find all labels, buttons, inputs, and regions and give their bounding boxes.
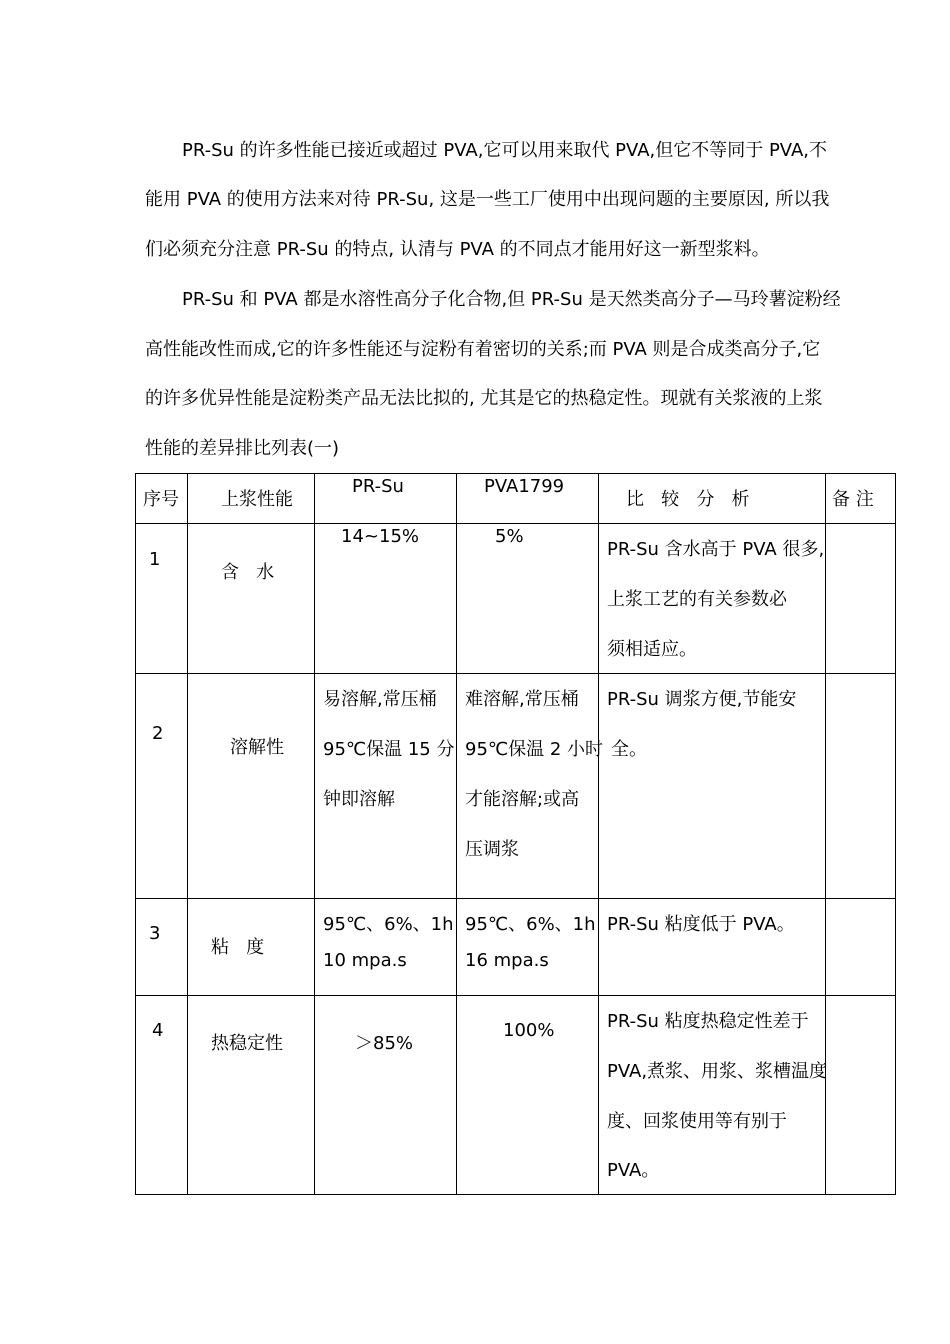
table-col-divider: [187, 473, 188, 1195]
table-col-divider: [314, 473, 315, 1195]
row-4-prsu: ＞85%: [355, 1033, 414, 1054]
row-1-property: 含 水: [221, 562, 275, 583]
paragraph-2-line-4: 性能的差异排比列表(一): [145, 438, 340, 459]
row-3-property: 粘 度: [211, 937, 265, 958]
table-row-divider: [135, 995, 896, 996]
row-3-pva-line-1: 95℃、6%、1h: [465, 914, 596, 935]
row-4-pva: 100%: [503, 1020, 555, 1041]
table-col-divider: [825, 473, 826, 1195]
table-row-divider: [135, 523, 896, 524]
row-1-seq: 1: [149, 549, 161, 570]
row-2-analysis-line-2: 全。: [611, 739, 647, 760]
row-1-analysis-line-3: 须相适应。: [607, 639, 697, 660]
row-1-analysis-line-1: PR-Su 含水高于 PVA 很多,: [607, 539, 825, 560]
row-4-analysis-line-2: PVA,煮浆、用浆、浆槽温度: [607, 1061, 828, 1082]
paragraph-1-line-2: 能用 PVA 的使用方法来对待 PR-Su, 这是一些工厂使用中出现问题的主要原因, 所以我: [145, 189, 830, 210]
row-3-seq: 3: [149, 923, 161, 944]
paragraph-2-line-3: 的许多优异性能是淀粉类产品无法比拟的, 尤其是它的热稳定性。现就有关浆液的上浆: [145, 388, 823, 409]
row-2-pva-line-1: 难溶解,常压桶: [465, 689, 579, 710]
header-property: 上浆性能: [221, 489, 293, 510]
row-2-seq: 2: [152, 723, 164, 744]
paragraph-1-line-3: 们必须充分注意 PR-Su 的特点, 认清与 PVA 的不同点才能用好这一新型浆料。: [145, 239, 770, 260]
row-2-prsu-line-1: 易溶解,常压桶: [323, 689, 437, 710]
row-4-analysis-line-1: PR-Su 粘度热稳定性差于: [607, 1011, 809, 1032]
table-row-divider: [135, 673, 896, 674]
row-2-prsu-line-2: 95℃保温 15 分: [323, 739, 455, 760]
table-col-divider: [456, 473, 457, 1195]
header-analysis: 比 较 分 析: [626, 489, 750, 510]
table-row-divider: [135, 898, 896, 899]
row-2-prsu-line-3: 钟即溶解: [323, 789, 395, 810]
row-2-pva-line-3: 才能溶解;或高: [465, 789, 580, 810]
row-1-prsu: 14~15%: [341, 526, 419, 547]
table-col-divider: [598, 473, 599, 1195]
paragraph-2-line-1: PR-Su 和 PVA 都是水溶性高分子化合物,但 PR-Su 是天然类高分子—马玲薯淀粉经: [182, 289, 841, 310]
row-2-pva-line-2: 95℃保温 2 小时: [465, 739, 604, 760]
comparison-table: [135, 473, 896, 1195]
row-4-analysis-line-4: PVA。: [607, 1160, 660, 1181]
row-2-property: 溶解性: [230, 737, 284, 758]
row-2-analysis-line-1: PR-Su 调浆方便,节能安: [607, 689, 797, 710]
header-remark: 备 注: [832, 489, 874, 510]
row-3-pva-line-2: 16 mpa.s: [465, 950, 549, 971]
header-prsu: PR-Su: [352, 476, 404, 497]
header-pva: PVA1799: [484, 476, 565, 497]
paragraph-1-line-1: PR-Su 的许多性能已接近或超过 PVA,它可以用来取代 PVA,但它不等同于 PVA,不: [182, 140, 828, 161]
row-3-analysis: PR-Su 粘度低于 PVA。: [607, 914, 795, 935]
row-3-prsu-line-2: 10 mpa.s: [323, 950, 407, 971]
row-1-pva: 5%: [495, 526, 524, 547]
header-seq: 序号: [143, 489, 179, 510]
row-3-prsu-line-1: 95℃、6%、1h: [323, 914, 454, 935]
paragraph-2-line-2: 高性能改性而成,它的许多性能还与淀粉有着密切的关系;而 PVA 则是合成类高分子,它: [145, 339, 821, 360]
row-4-seq: 4: [152, 1020, 164, 1041]
row-4-property: 热稳定性: [211, 1033, 283, 1054]
row-4-analysis-line-3: 度、回浆使用等有别于: [607, 1111, 787, 1132]
row-1-analysis-line-2: 上浆工艺的有关参数必: [607, 589, 787, 610]
row-2-pva-line-4: 压调浆: [465, 839, 519, 860]
